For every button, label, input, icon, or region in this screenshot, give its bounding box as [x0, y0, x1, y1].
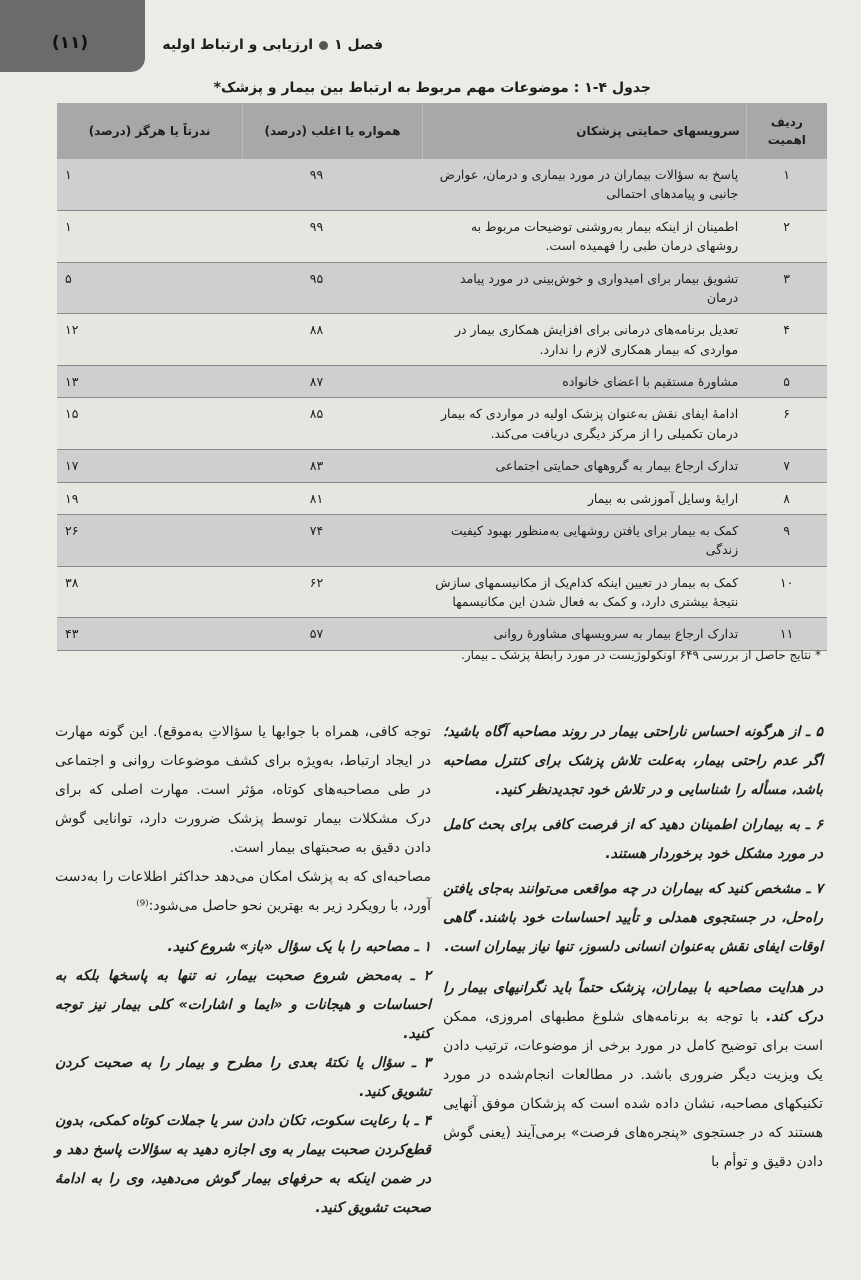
- cell-usual: ۹۵: [243, 262, 423, 314]
- table-row: [57, 262, 827, 314]
- left-text-column: [55, 718, 431, 1223]
- cell-rare: ۱۹: [57, 482, 243, 514]
- table-row: [57, 514, 827, 566]
- cell-rank: ۵: [746, 366, 827, 398]
- paragraph: توجه کافی، همراه با جوابها یا سؤالاتِ به‌موقع). این گونه مهارت در ایجاد ارتباط، به‌ویژه برای کشف موضوعات روانی و اجتماعی در طی مصاحبه‌های کوتاه، مؤثر است. مهارت اصلی که برای درک مشکلات بیمار توسط پزشک ضرورت دارد، توانایی گوش دادن دقیق به صحبتهای بیمار است.: [55, 724, 431, 856]
- list-item: ۳ ـ سؤال یا نکتهٔ بعدی را مطرح و بیمار را به صحبت کردن تشویق کنید.: [55, 1055, 431, 1100]
- cell-rare: ۵: [57, 262, 243, 314]
- cell-rank: ۱۰: [746, 566, 827, 618]
- header-rank: ردیف اهمیت: [746, 103, 827, 159]
- cell-usual: ۸۸: [243, 314, 423, 366]
- cell-rank: ۷: [746, 450, 827, 482]
- data-table: [57, 103, 827, 651]
- cell-service: کمک به بیمار در تعیین اینکه کدام‌یک از مکانیسمهای سازش نتیجهٔ بیشتری دارد، و کمک به فعال شدن این مکانیسمها: [422, 566, 746, 618]
- cell-usual: ۵۷: [243, 618, 423, 650]
- cell-usual: ۶۲: [243, 566, 423, 618]
- paragraph: مصاحبه‌ای که به پزشک امکان می‌دهد حداکثر اطلاعات را به‌دست آورد، با رویکرد زیر به بهترین نحو حاصل می‌شود:⁽⁹⁾: [55, 869, 431, 914]
- table-row: [57, 482, 827, 514]
- table-header-row: [57, 103, 827, 159]
- cell-service: تدارک ارجاع بیمار به سرویسهای مشاورهٔ روانی: [422, 618, 746, 650]
- list-item: ۴ ـ با رعایت سکوت، تکان دادن سر یا جملات کوتاه کمکی، بدون قطع‌کردن صحبت بیمار به وی اجازه دهید به سؤالات پاسخ دهد و در ضمن اینکه به حرفهای بیمار گوش می‌دهید، وی را به ادامهٔ صحبت تشویق کنید.: [55, 1113, 431, 1216]
- cell-rank: ۴: [746, 314, 827, 366]
- cell-rank: ۱۱: [746, 618, 827, 650]
- header-usual: همواره یا اغلب (درصد): [243, 103, 423, 159]
- list-item: ۷ ـ مشخص کنید که بیماران در چه مواقعی می‌توانند به‌جای یافتن راه‌حل، در جستجوی همدلی و تأیید احساسات خود باشند. گاهی اوقات ایفای نقش به‌عنوان انسانی دلسوز، تنها نیاز بیماران است.: [443, 881, 823, 955]
- cell-usual: ۸۳: [243, 450, 423, 482]
- table-row: [57, 159, 827, 210]
- cell-rare: ۲۶: [57, 514, 243, 566]
- table-footnote: * نتایج حاصل از بررسی ۶۴۹ اونکولوژیست در مورد رابطهٔ پزشک ـ بیمار.: [461, 648, 821, 662]
- cell-rare: ۱: [57, 210, 243, 262]
- cell-service: اطمینان از اینکه بیمار به‌روشنی توضیحات مربوط به روشهای درمان طبی را فهمیده است.: [422, 210, 746, 262]
- cell-rank: ۹: [746, 514, 827, 566]
- cell-usual: ۹۹: [243, 210, 423, 262]
- header-rare: ندرتاً یا هرگز (درصد): [57, 103, 243, 159]
- cell-usual: ۸۷: [243, 366, 423, 398]
- cell-rare: ۱۵: [57, 398, 243, 450]
- paragraph: [443, 974, 823, 1177]
- cell-rare: ۱: [57, 159, 243, 210]
- cell-usual: ۹۹: [243, 159, 423, 210]
- list-item: ۲ ـ به‌محض شروع صحبت بیمار، نه تنها به پاسخها بلکه به احساسات و هیجانات و «ایما و اشارات» کلی بیمار نیز توجه کنید.: [55, 968, 431, 1042]
- right-text-column: [443, 718, 823, 1177]
- cell-service: تعدیل برنامه‌های درمانی برای افزایش همکاری بیمار در مواردی که بیمار همکاری لازم را ندارد.: [422, 314, 746, 366]
- table-row: [57, 398, 827, 450]
- page-number: (۱۱): [51, 33, 89, 53]
- table-row: [57, 366, 827, 398]
- list-item: ۶ ـ به بیماران اطمینان دهید که از فرصت کافی برای بحث کامل در مورد مشکل خود برخوردار هستند.: [443, 817, 823, 862]
- cell-rank: ۶: [746, 398, 827, 450]
- cell-service: مشاورهٔ مستقیم با اعضای خانواده: [422, 366, 746, 398]
- chapter-title: ارزیابی و ارتباط اولیه: [162, 37, 314, 53]
- cell-rare: ۱۲: [57, 314, 243, 366]
- cell-usual: ۸۱: [243, 482, 423, 514]
- cell-service: پاسخ به سؤالات بیماران در مورد بیماری و درمان، عوارض جانبی و پیامدهای احتمالی: [422, 159, 746, 210]
- table-row: [57, 618, 827, 650]
- table-row: [57, 210, 827, 262]
- table-caption: جدول ۴-۱ : موضوعات مهم مربوط به ارتباط بین بیمار و پزشک*: [213, 80, 651, 96]
- cell-service: تدارک ارجاع بیمار به گروههای حمایتی اجتماعی: [422, 450, 746, 482]
- cell-rank: ۱: [746, 159, 827, 210]
- cell-service: ادامهٔ ایفای نقش به‌عنوان پزشک اولیه در مواردی که بیمار درمان تکمیلی را از مرکز دیگری دریافت می‌کند.: [422, 398, 746, 450]
- bullet-icon: [319, 41, 328, 50]
- cell-usual: ۷۴: [243, 514, 423, 566]
- list-item: ۱ ـ مصاحبه را با یک سؤال «باز» شروع کنید.: [167, 939, 431, 955]
- table-row: [57, 566, 827, 618]
- table-row: [57, 314, 827, 366]
- cell-service: ارایهٔ وسایل آموزشی به بیمار: [422, 482, 746, 514]
- cell-service: تشویق بیمار برای امیدواری و خوش‌بینی در مورد پیامد درمان: [422, 262, 746, 314]
- cell-rare: ۱۷: [57, 450, 243, 482]
- paragraph-text: با توجه به برنامه‌های شلوغ مطبهای امروزی، ممکن است برای توضیح کامل در مورد برخی از موضوعات، ترتیب دادن یک ویزیت دیگر ضروری باشد. در مطالعات انجام‌شده در مورد تکنیکهای مصاحبه، نشان داده شده است که پزشکان موفق آنهایی هستند که در جستجوی «پنجره‌های فرصت» برمی‌آیند (یعنی گوش دادن دقیق و توأم با: [443, 1009, 823, 1170]
- table-row: [57, 450, 827, 482]
- running-head: [162, 37, 383, 53]
- cell-rare: ۱۳: [57, 366, 243, 398]
- cell-rank: ۸: [746, 482, 827, 514]
- cell-rank: ۲: [746, 210, 827, 262]
- cell-rare: ۴۳: [57, 618, 243, 650]
- list-item: ۵ ـ از هرگونه احساس ناراحتی بیمار در روند مصاحبه آگاه باشید؛ اگر عدم راحتی بیمار، به‌علت تلاش پزشک برای کنترل مصاحبه باشد، مسأله را شناسایی و در تلاش خود تجدیدنظر کنید.: [443, 724, 823, 798]
- emphasis-text: در هدایت مصاحبه با بیماران، پزشک حتماً باید نگرانیهای بیمار را درک کند.: [443, 980, 823, 1025]
- cell-service: کمک به بیمار برای یافتن روشهایی به‌منظور بهبود کیفیت زندگی: [422, 514, 746, 566]
- header-service: سرویسهای حمایتی پزشکان: [422, 103, 746, 159]
- cell-rare: ۳۸: [57, 566, 243, 618]
- cell-rank: ۳: [746, 262, 827, 314]
- cell-usual: ۸۵: [243, 398, 423, 450]
- chapter-label: فصل ۱: [334, 37, 383, 53]
